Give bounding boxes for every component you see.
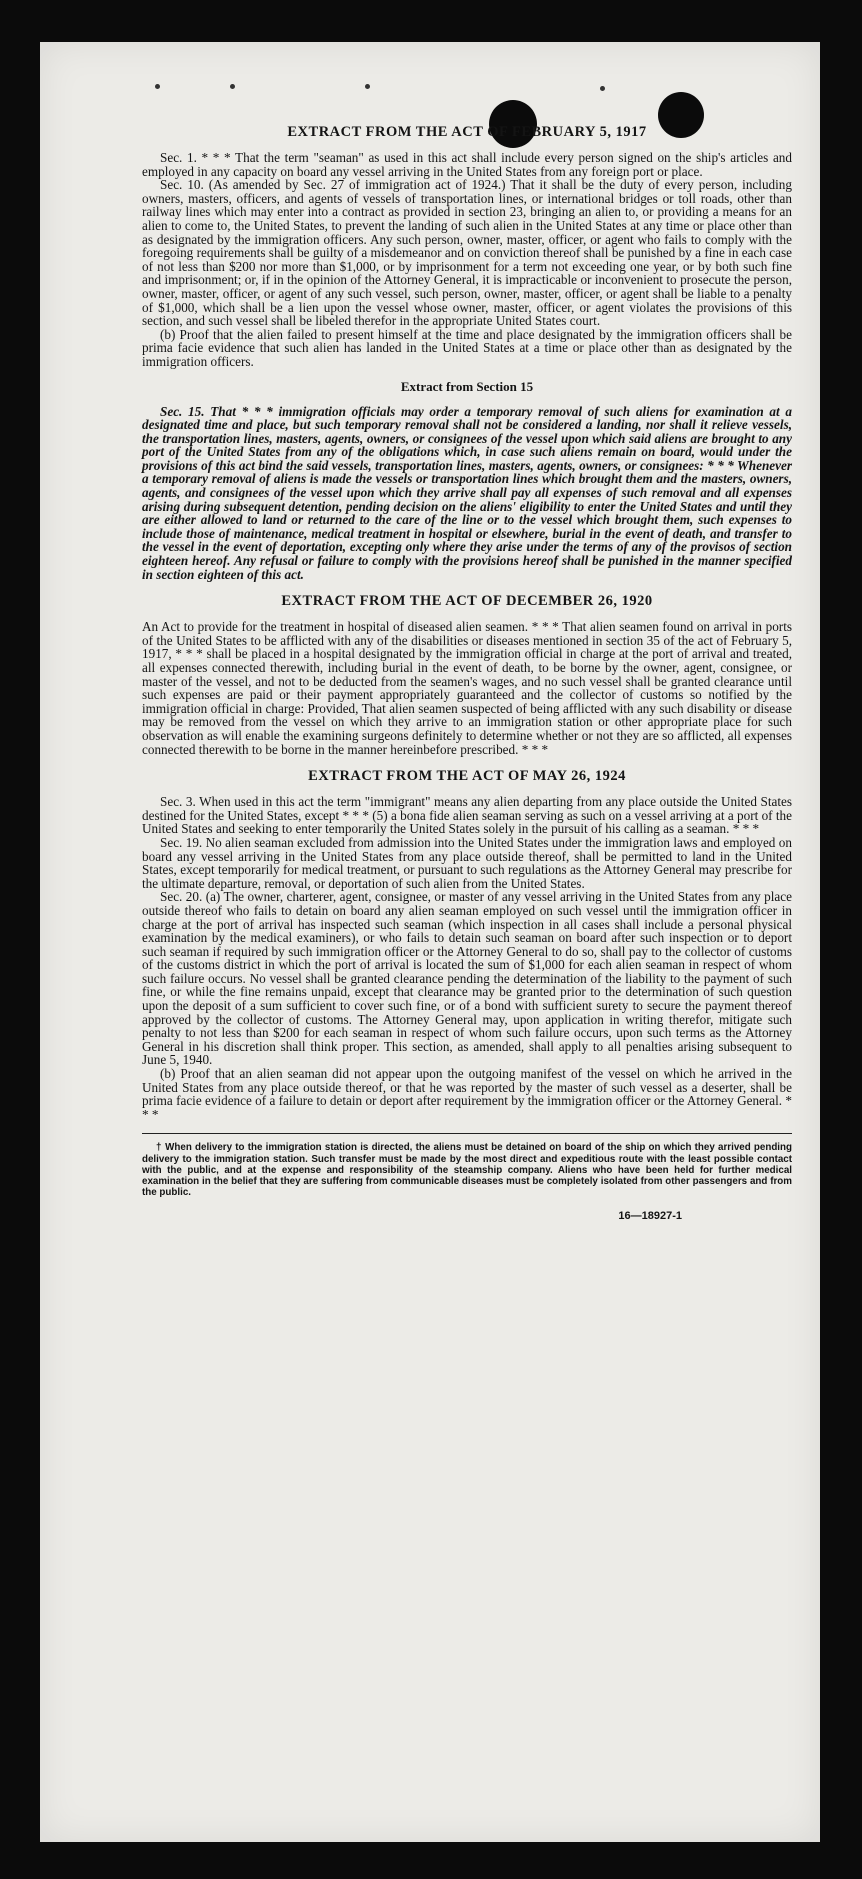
section3-title: EXTRACT FROM THE ACT OF DECEMBER 26, 1920	[281, 593, 653, 610]
section1-title: EXTRACT FROM THE ACT OF FEBRUARY 5, 1917	[287, 124, 647, 140]
footnote-divider	[142, 1133, 792, 1134]
document-body	[142, 124, 792, 1222]
speck	[365, 84, 370, 89]
speck	[230, 84, 235, 89]
section4-paragraph: Sec. 19. No alien seaman excluded from admission into the United States under the immigration laws and employed on board any vessel arriving in the United States from any place outside thereof, shall be permitted to land in the United States, except temporarily for medical treatment, or pursuant to such regulations as the Attorney General may prescribe for the ultimate departure, removal, or deportation of such alien from the United States.	[142, 834, 792, 891]
section4-paragraph: Sec. 20. (a) The owner, charterer, agent, consignee, or master of any vessel arriving in the United States from any place outside thereof who fails to detain on board any alien seaman employed on such vessel until the immigration officer in charge at the port of arrival has inspected such seaman (which inspection in all cases shall include a personal physical examination by the medical examiners), or who fails to detain such seaman on board after such inspection or to deport such seaman if required by such immigration officer or the Attorney General to do so, shall pay to the collector of customs of the customs district in which the port of arrival is located the sum of $1,000 for each alien seaman in respect of whom such failure occurs. No vessel shall be granted clearance pending the determination of the liability to the payment of such fine, or while the fine remains unpaid, except that clearance may be granted prior to the determination of such question upon the deposit of a sum sufficient to cover such fine, or of a bond with sufficient surety to secure the payment thereof approved by the collector of customs. The Attorney General may, upon application in writing therefor, mitigate such penalty to not less than $200 for each seaman in respect of whom such failure occurs, upon such terms as the Attorney General in his discretion shall think proper. This section, as amended, shall apply to all penalties arising subsequent to June 5, 1940.	[142, 889, 792, 1068]
section4-paragraph: Sec. 3. When used in this act the term "immigrant" means any alien departing from any place outside the United States destined for the United States, except * * * (5) a bona fide alien seaman serving as such on a vessel arriving at a port of the United States and seeking to enter temporarily the United States solely in the pursuit of his calling as a seaman. * * *	[142, 794, 792, 837]
section4-title: EXTRACT FROM THE ACT OF MAY 26, 1924	[308, 768, 626, 785]
section1-paragraph: Sec. 1. * * * That the term "seaman" as used in this act shall include every person signed on the ship's articles and employed in any capacity on board any vessel arriving in the United States from any foreign port or place.	[142, 150, 792, 179]
section3-paragraph: An Act to provide for the treatment in hospital of diseased alien seamen. * * * That alien seamen found on arrival in ports of the United States to be afflicted with any of the disabilities or diseases mentioned in section 35 of the act of February 5, 1917, * * * shall be placed in a hospital designated by the immigration official in charge at the port of arrival and treated, all expenses connected therewith, including burial in the event of death, to be borne by the owner, agent, consignee, or master of the vessel, and not to be deducted from the seamen's wages, and no such vessel shall be granted clearance until such expenses are paid or their payment appropriately guaranteed and the collector of customs so notified by the immigration official in charge: Provided, That alien seamen suspected of being afflicted with any such disability or disease may be removed from the vessel on which they arrive to an immigration station or other appropriate place for such observation as will enable the examining surgeons definitely to determine whether or not they are so afflicted, all expenses connected therewith to be borne in the manner hereinbefore prescribed. * * *	[142, 619, 792, 757]
speck	[155, 84, 160, 89]
section4-paragraph: (b) Proof that an alien seaman did not appear upon the outgoing manifest of the vessel on which he arrived in the United States from any place outside thereof, or that he was reported by the master of such vessel as a deserter, shall be prima facie evidence of a failure to detain or deport after requirement by the immigration officer or the Attorney General. * * *	[142, 1066, 792, 1122]
footnote: † When delivery to the immigration station is directed, the aliens must be detained on board of the ship on which they arrived pending delivery to the immigration station. Such transfer must be made by the most direct and expeditious route with the least possible contact with the public, and at the expense and responsibility of the steamship company. Aliens who have been held for further medical examination in the belief that they are suffering from communicable diseases must be completely isolated from other passengers and from the public.	[142, 1142, 792, 1199]
speck	[600, 86, 605, 91]
section2-paragraph: Sec. 15. That * * * immigration officials may order a temporary removal of such aliens for examination at a designated time and place, but such temporary removal shall not be considered a landing, nor shall it relieve vessels, the transportation lines, masters, agents, owners, or consignees of the vessel upon which said aliens are brought to any port of the United States from any of the obligations which, in case such aliens remain on board, would under the provisions of this act bind the said vessels, transportation lines, masters, agents, owners, or consignees: * * * Whenever a temporary removal of aliens is made the vessels or transportation lines which brought them and the masters, owners, agents, and consignees of the vessel upon which they arrive shall pay all expenses of such removal and all expenses arising during subsequent detention, pending decision on the aliens' eligibility to enter the United States and until they are either allowed to land or returned to the care of the line or to the vessel which brought them, such expenses to include those of maintenance, medical treatment in hospital or elsewhere, burial in the event of death, and transfer to the vessel in the event of deportation, excepting only where they arise under the terms of any of the provisos of section eighteen hereof. Any refusal or failure to comply with the provisions hereof shall be punished in the manner specified in section eighteen of this act.	[142, 403, 792, 582]
section1-paragraph: Sec. 10. (As amended by Sec. 27 of immigration act of 1924.) That it shall be the duty of every person, including owners, masters, officers, and agents of vessels of transportation lines, or international bridges or toll roads, other than railway lines which may enter into a contract as provided in section 23, bringing an alien to, or providing a means for an alien to come to, the United States, to prevent the landing of such alien in the United States at any time or place other than as designated by the immigration officers. Any such person, owner, master, officer, or agent who fails to comply with the foregoing requirements shall be guilty of a misdemeanor and on conviction thereof shall be punished by a fine in each case of not less than $200 nor more than $1,000, or by imprisonment for a term not exceeding one year, or by both such fine and imprisonment; or, if in the opinion of the Attorney General, it is impracticable or inconvenient to prosecute the person, owner, master, officer, or agent of any such vessel, such person, owner, master, officer, or agent shall be liable to a penalty of $1,000, which shall be a lien upon the vessel whose owner, master, officer, or agent violates the provisions of this section, and such vessel shall be libeled therefor in the appropriate United States court.	[142, 177, 792, 329]
form-number: 16—18927-1	[618, 1210, 682, 1223]
section2-title: Extract from Section 15	[400, 378, 534, 394]
section1-paragraph: (b) Proof that the alien failed to present himself at the time and place designated by the immigration officers shall be prima facie evidence that such alien has landed in the United States at a time or place other than as designated by the immigration officers.	[142, 326, 792, 369]
document-page	[40, 42, 820, 1842]
